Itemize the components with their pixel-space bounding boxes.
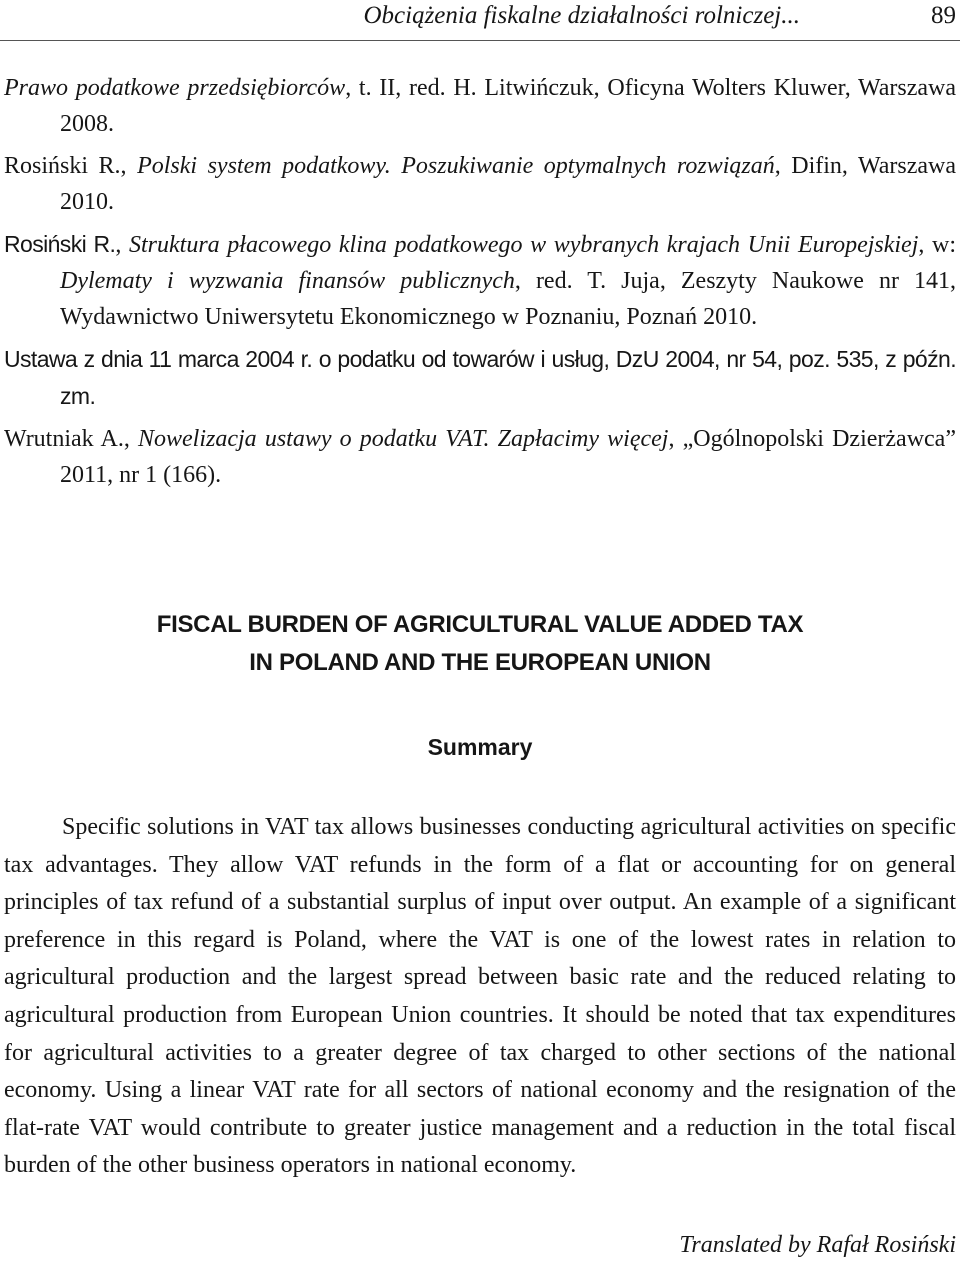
reference-title: Prawo podatkowe przedsiębiorców <box>4 75 346 101</box>
article-title-line-2: IN POLAND AND THE EUROPEAN UNION <box>249 649 711 676</box>
reference-separator: , <box>115 232 129 258</box>
reference-author: Wrutniak A., <box>4 426 138 452</box>
translator-credit: Translated by Rafał Rosiński <box>679 1232 956 1258</box>
reference-details: , „Ogólnopolski Dzierżawca” 2011, nr 1 (166). <box>60 426 956 488</box>
reference-book-title: Dylematy i wyzwania finansów publicznych <box>60 268 515 294</box>
reference-text: Ustawa z dnia 11 marca 2004 r. o podatku od towarów i usług, DzU 2004, nr 54, poz. 535, z późn. zm. <box>4 346 956 409</box>
reference-title: Struktura płacowego klina podatkowego w wybranych krajach Unii Europejskiej <box>128 232 919 258</box>
running-title: Obciążenia fiskalne działalności rolniczej... <box>363 2 800 29</box>
reference-item <box>4 226 956 335</box>
reference-author: Rosiński R., <box>4 153 138 179</box>
article-title-line-1: FISCAL BURDEN OF AGRICULTURAL VALUE ADDED TAX <box>156 611 804 638</box>
summary-heading: Summary <box>427 734 533 760</box>
reference-details: , Difin, Warszawa 2010. <box>60 153 957 215</box>
page-header <box>0 0 960 41</box>
reference-item <box>4 148 956 220</box>
reference-title: Polski system podatkowy. Poszukiwanie optymalnych rozwiązań <box>137 153 775 179</box>
reference-author: Rosiński R. <box>4 231 116 257</box>
page-number: 89 <box>931 2 956 29</box>
reference-item <box>4 421 956 493</box>
reference-details: , t. II, red. H. Litwińczuk, Oficyna Wolters Kluwer, Warszawa 2008. <box>60 75 956 137</box>
reference-item <box>4 70 956 142</box>
reference-title: Nowelizacja ustawy o podatku VAT. Zapłacimy więcej <box>138 426 669 452</box>
reference-item <box>4 341 956 415</box>
reference-details: , red. T. Juja, Zeszyty Naukowe nr 141, Wydawnictwo Uniwersytetu Ekonomicznego w Poznaniu, Poznań 2010. <box>60 268 956 330</box>
summary-body: Specific solutions in VAT tax allows businesses conducting agricultural activities on specific tax advantages. They allow VAT refunds in the form of a flat or accounting for on general principles of tax refund of a substantial surplus of input over output. An example of a significant preference in this regard is Poland, where the VAT is one of the lowest rates in relation to agricultural production and the largest spread between basic rate and the reduced relating to agricultural production from European Union countries. It should be noted that tax expenditures for agricultural activities to a greater degree of tax charged to other sections of the national economy. Using a linear VAT rate for all sectors of national economy and the resignation of the flat-rate VAT would contribute to greater justice management and a reduction in the total fiscal burden of the other business operators in national economy. <box>4 814 956 1179</box>
references-list <box>4 70 956 499</box>
reference-connector: , w: <box>918 232 957 258</box>
article-title <box>0 606 960 682</box>
